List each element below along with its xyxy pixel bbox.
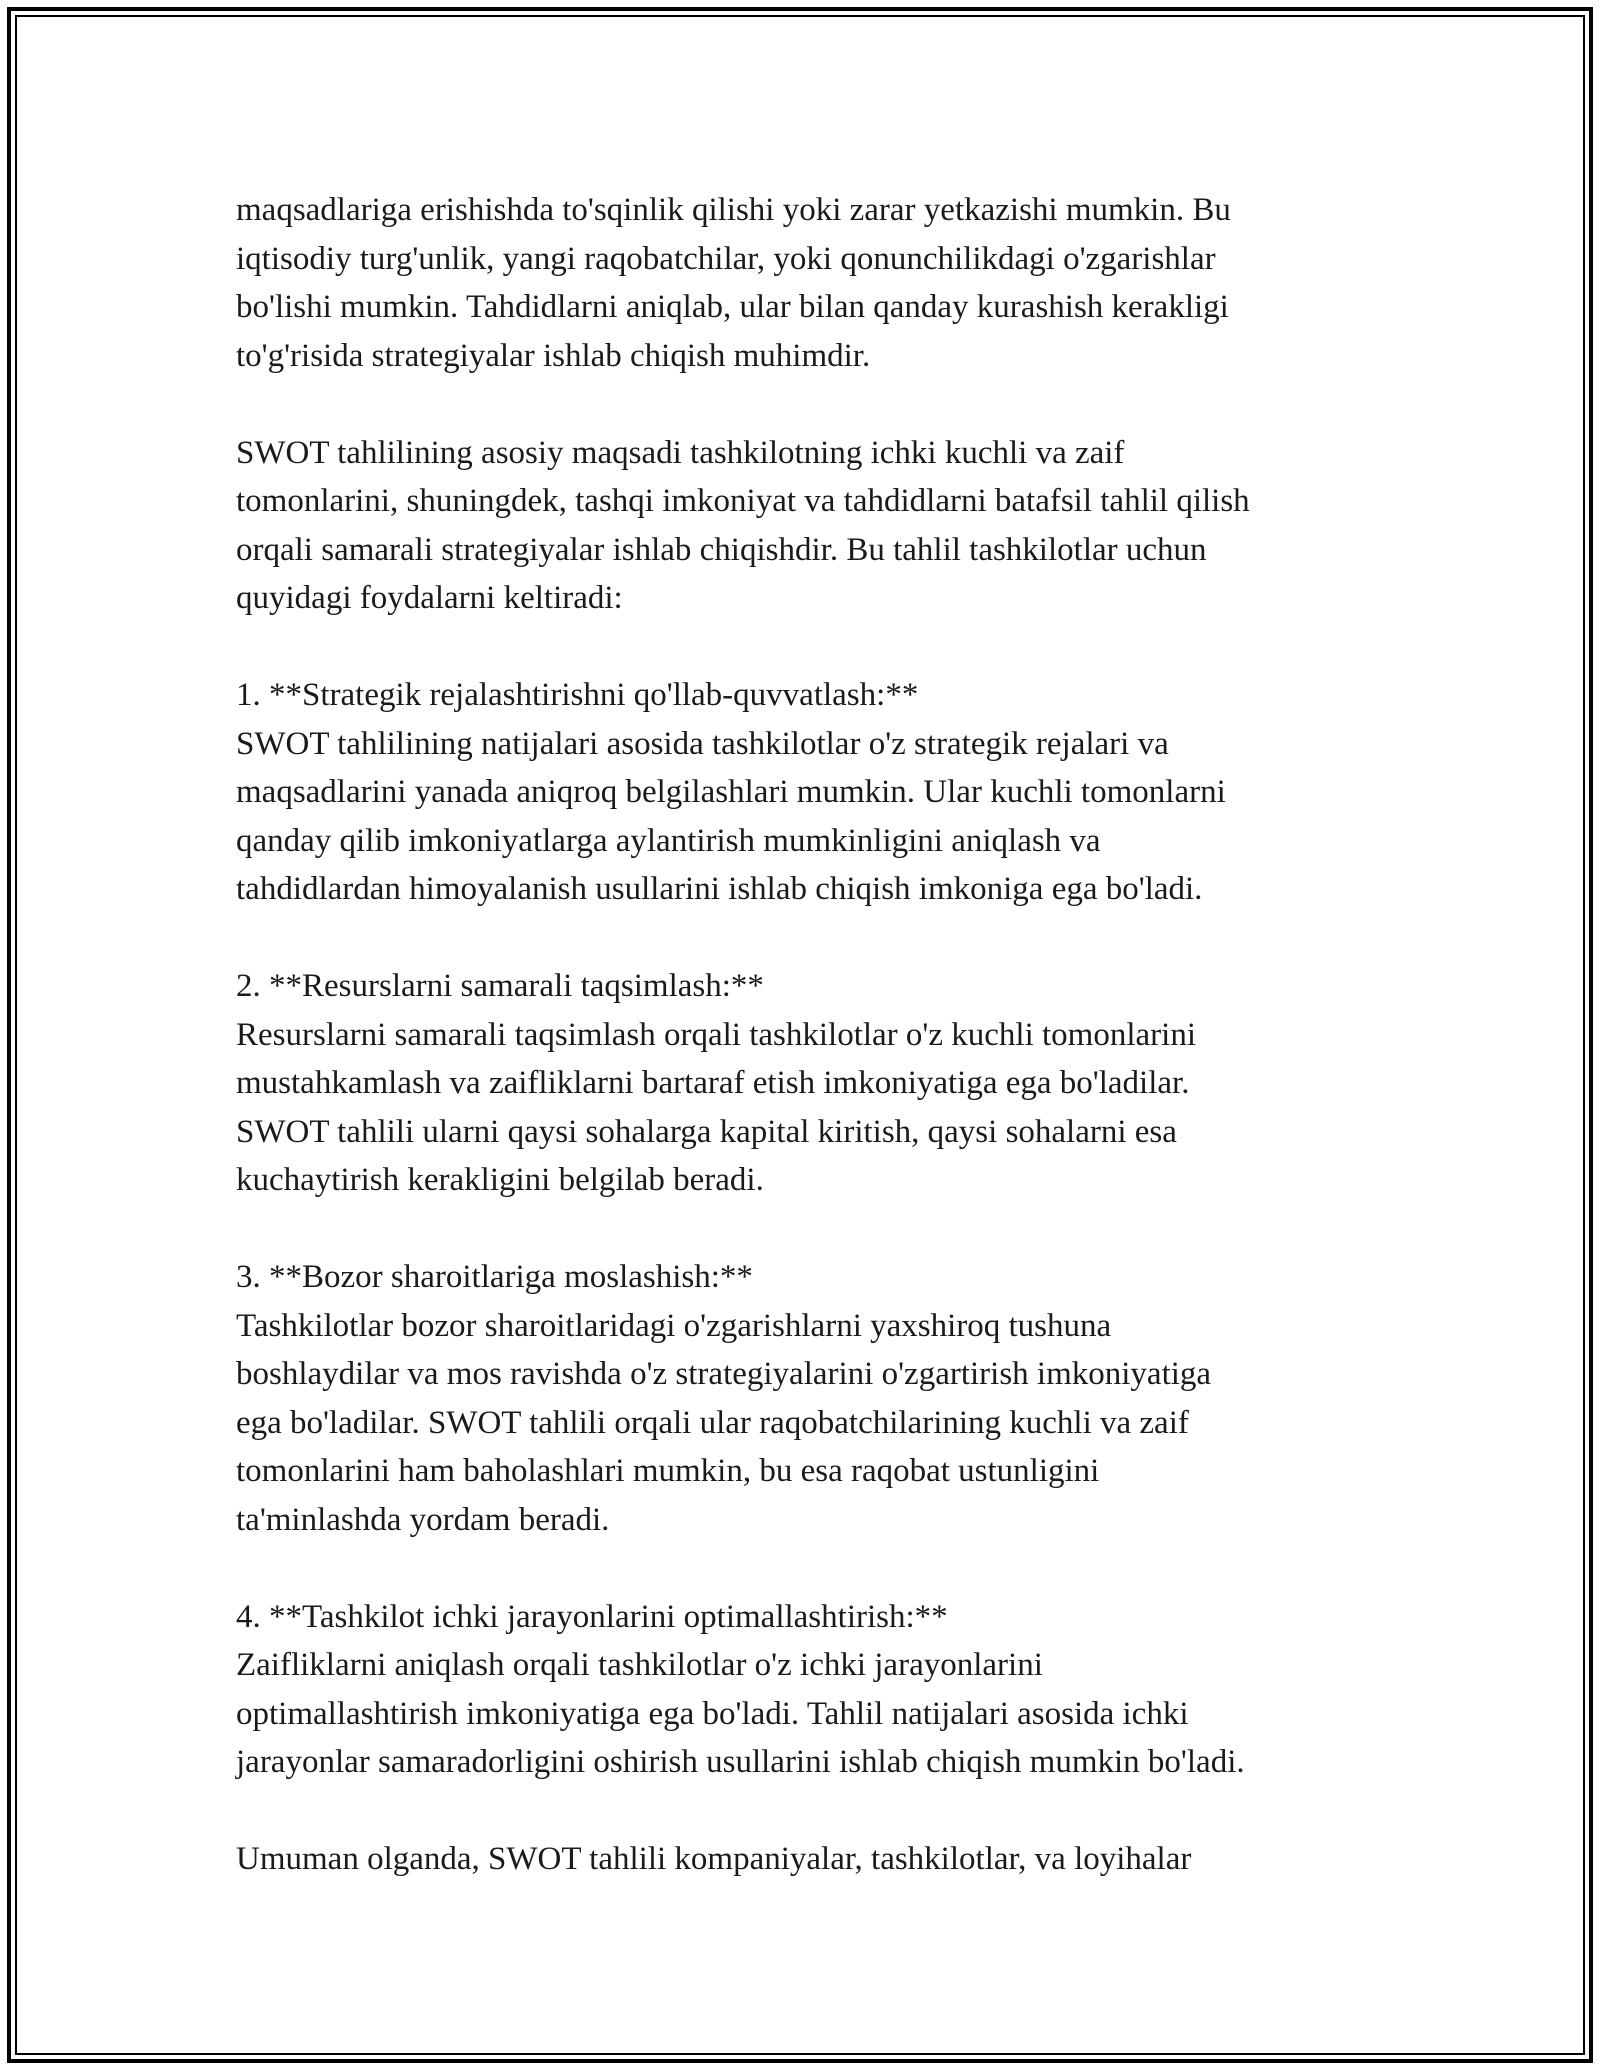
text-line: tomonlarini ham baholashlari mumkin, bu esa raqobat ustunligini (236, 1453, 1100, 1489)
list-item-market-adaptation (236, 1253, 1396, 1544)
list-item-heading: 3. **Bozor sharoitlariga moslashish:** (236, 1259, 753, 1295)
text-line: ega bo'ladilar. SWOT tahlili orqali ular raqobatchilarining kuchli va zaif (236, 1404, 1189, 1441)
text-line: maqsadlariga erishishda to'sqinlik qilishi yoki zarar yetkazishi mumkin. Bu (236, 192, 1231, 228)
list-item-strategic-planning (236, 671, 1396, 914)
text-line: orqali samarali strategiyalar ishlab chiqishdir. Bu tahlil tashkilotlar uchun (236, 531, 1207, 568)
paragraph-conclusion (236, 1835, 1396, 1884)
list-item-process-optimization (236, 1593, 1396, 1787)
paragraph-gap (236, 1787, 1396, 1836)
text-line: tomonlarini, shuningdek, tashqi imkoniyat va tahdidlarni batafsil tahlil qilish (236, 483, 1250, 519)
list-item-heading: 2. **Resurslarni samarali taqsimlash:** (236, 968, 764, 1004)
text-line: qanday qilib imkoniyatlarga aylantirish mumkinligini aniqlash va (236, 822, 1101, 859)
text-line: kuchaytirish kerakligini belgilab beradi. (236, 1162, 764, 1198)
text-line: Umuman olganda, SWOT tahlili kompaniyalar, tashkilotlar, va loyihalar (236, 1841, 1192, 1877)
paragraph-gap (236, 623, 1396, 672)
document-body (236, 186, 1396, 1884)
paragraph-gap (236, 1205, 1396, 1254)
text-line: bo'lishi mumkin. Tahdidlarni aniqlab, ular bilan qanday kurashish kerakligi (236, 289, 1229, 325)
text-line: SWOT tahlilining asosiy maqsadi tashkilotning ichki kuchli va zaif (236, 434, 1125, 471)
text-line: maqsadlarini yanada aniqroq belgilashlari mumkin. Ular kuchli tomonlarni (236, 774, 1226, 810)
text-line: Resurslarni samarali taqsimlash orqali tashkilotlar o'z kuchli tomonlarini (236, 1016, 1196, 1053)
text-line: tahdidlardan himoyalanish usullarini ishlab chiqish imkoniga ega bo'ladi. (236, 871, 1203, 907)
paragraph-gap (236, 1544, 1396, 1593)
text-line: jarayonlar samaradorligini oshirish usullarini ishlab chiqish mumkin bo'ladi. (236, 1744, 1245, 1780)
text-line: SWOT tahlili ularni qaysi sohalarga kapital kiritish, qaysi sohalarni esa (236, 1113, 1177, 1150)
text-line: quyidagi foydalarni keltiradi: (236, 580, 623, 616)
text-line: Zaifliklarni aniqlash orqali tashkilotlar o'z ichki jarayonlarini (236, 1647, 1043, 1683)
text-line: boshlaydilar va mos ravishda o'z strategiyalarini o'zgartirish imkoniyatiga (236, 1356, 1212, 1392)
paragraph-threats-continued (236, 186, 1396, 380)
text-line: Tashkilotlar bozor sharoitlaridagi o'zgarishlarni yaxshiroq tushuna (236, 1307, 1112, 1344)
text-line: iqtisodiy turg'unlik, yangi raqobatchilar, yoki qonunchilikdagi o'zgarishlar (236, 240, 1216, 277)
list-item-heading: 1. **Strategik rejalashtirishni qo'llab-quvvatlash:** (236, 677, 919, 713)
text-line: SWOT tahlilining natijalari asosida tashkilotlar o'z strategik rejalari va (236, 725, 1169, 762)
paragraph-gap (236, 914, 1396, 963)
paragraph-gap (236, 380, 1396, 429)
list-item-resource-allocation (236, 962, 1396, 1205)
text-line: to'g'risida strategiyalar ishlab chiqish muhimdir. (236, 337, 871, 374)
paragraph-swot-purpose (236, 429, 1396, 623)
list-item-heading: 4. **Tashkilot ichki jarayonlarini optimallashtirish:** (236, 1598, 948, 1635)
text-line: ta'minlashda yordam beradi. (236, 1501, 610, 1538)
text-line: optimallashtirish imkoniyatiga ega bo'ladi. Tahlil natijalari asosida ichki (236, 1695, 1189, 1732)
text-line: mustahkamlash va zaifliklarni bartaraf etish imkoniyatiga ega bo'ladilar. (236, 1065, 1190, 1101)
